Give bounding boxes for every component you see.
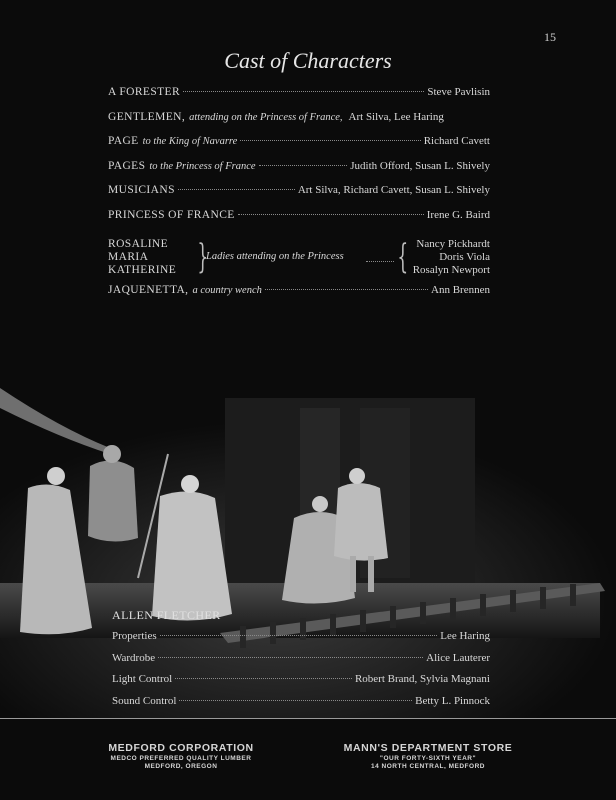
cast-row	[108, 160, 490, 185]
cast-role: GENTLEMEN,	[108, 110, 186, 123]
leader-dots	[178, 189, 295, 190]
crew-row	[112, 673, 490, 695]
crew-list	[112, 630, 490, 716]
cast-row	[108, 135, 490, 160]
crew-role: Properties	[112, 630, 157, 642]
sponsor-name: MANN'S DEPARTMENT STORE	[343, 742, 513, 754]
crew-member: Betty L. Pinnock	[415, 694, 490, 707]
ladies-roles	[108, 238, 176, 277]
cast-role: PRINCESS OF FRANCE	[108, 208, 235, 221]
crew-row	[112, 630, 490, 652]
page-number: 15	[544, 30, 556, 44]
crew-row	[112, 652, 490, 674]
cast-actor: Art Silva, Lee Haring	[348, 110, 444, 123]
cast-role: A FORESTER	[108, 86, 181, 98]
cast-row	[108, 209, 490, 234]
divider	[0, 718, 616, 719]
leader-dots	[183, 91, 424, 92]
brace-icon: }	[197, 236, 209, 277]
crew-row	[112, 695, 490, 717]
cast-row	[108, 111, 490, 136]
leader-dots	[259, 165, 348, 166]
sponsor-address: MEDFORD, OREGON	[144, 763, 218, 770]
leader-dots	[158, 657, 423, 658]
sponsor-right	[338, 742, 518, 770]
ladies-description: Ladies attending on the Princess	[206, 250, 344, 262]
leader-dots	[160, 635, 438, 636]
sponsor-tagline: MEDCO PREFERRED QUALITY LUMBER	[110, 755, 252, 762]
cast-role: PAGE	[108, 135, 139, 148]
sponsor-address: 14 NORTH CENTRAL, MEDFORD	[371, 763, 485, 770]
crew-role: Wardrobe	[112, 651, 156, 664]
cast-role: MARIA	[108, 250, 149, 263]
leader-dots	[265, 289, 428, 290]
cast-role: JAQUENETTA,	[108, 283, 189, 296]
crew-heading: ALLEN FLETCHER	[112, 608, 221, 622]
ladies-actors	[413, 238, 490, 277]
cast-description: a country wench	[192, 284, 262, 296]
cast-actor: Rosalyn Newport	[412, 263, 490, 276]
sponsor-name: MEDFORD CORPORATION	[108, 742, 254, 754]
brace-icon: {	[397, 236, 409, 277]
crew-role: Sound Control	[112, 694, 177, 707]
cast-description: attending on the Princess of France,	[189, 111, 343, 123]
cast-actor: Richard Cavett	[423, 135, 490, 148]
cast-list	[108, 86, 490, 308]
page-title: Cast of Characters	[224, 48, 392, 73]
cast-description: to the King of Navarre	[142, 136, 238, 148]
cast-row	[108, 284, 490, 309]
ladies-group	[108, 238, 490, 280]
cast-role: ROSALINE	[108, 237, 169, 250]
sponsor-tagline: "OUR FORTY-SIXTH YEAR"	[379, 755, 477, 762]
leader-dots	[179, 700, 412, 701]
cast-row	[108, 184, 490, 209]
leader-dots	[238, 214, 424, 215]
cast-role: KATHERINE	[108, 263, 177, 276]
sponsor-left	[96, 742, 266, 770]
crew-role: Light Control	[112, 673, 173, 685]
cast-role: MUSICIANS	[108, 184, 175, 197]
cast-actor: Irene G. Baird	[426, 208, 490, 221]
cast-description: to the Princess of France	[149, 160, 256, 172]
crew-member: Lee Haring	[440, 630, 490, 642]
crew-member: Alice Lauterer	[426, 651, 490, 664]
cast-actor: Ann Brennen	[431, 283, 490, 296]
cast-actor: Judith Offord, Susan L. Shively	[350, 159, 490, 172]
cast-actor: Steve Pavlisin	[427, 86, 490, 98]
cast-row	[108, 86, 490, 111]
cast-actor: Doris Viola	[439, 250, 490, 263]
cast-role: PAGES	[108, 159, 146, 172]
crew-member: Robert Brand, Sylvia Magnani	[354, 673, 490, 685]
cast-actor: Art Silva, Richard Cavett, Susan L. Shively	[297, 184, 490, 197]
leader-dots	[175, 678, 352, 679]
leader-dots	[366, 261, 394, 262]
cast-actor: Nancy Pickhardt	[416, 237, 490, 250]
leader-dots	[240, 140, 420, 141]
